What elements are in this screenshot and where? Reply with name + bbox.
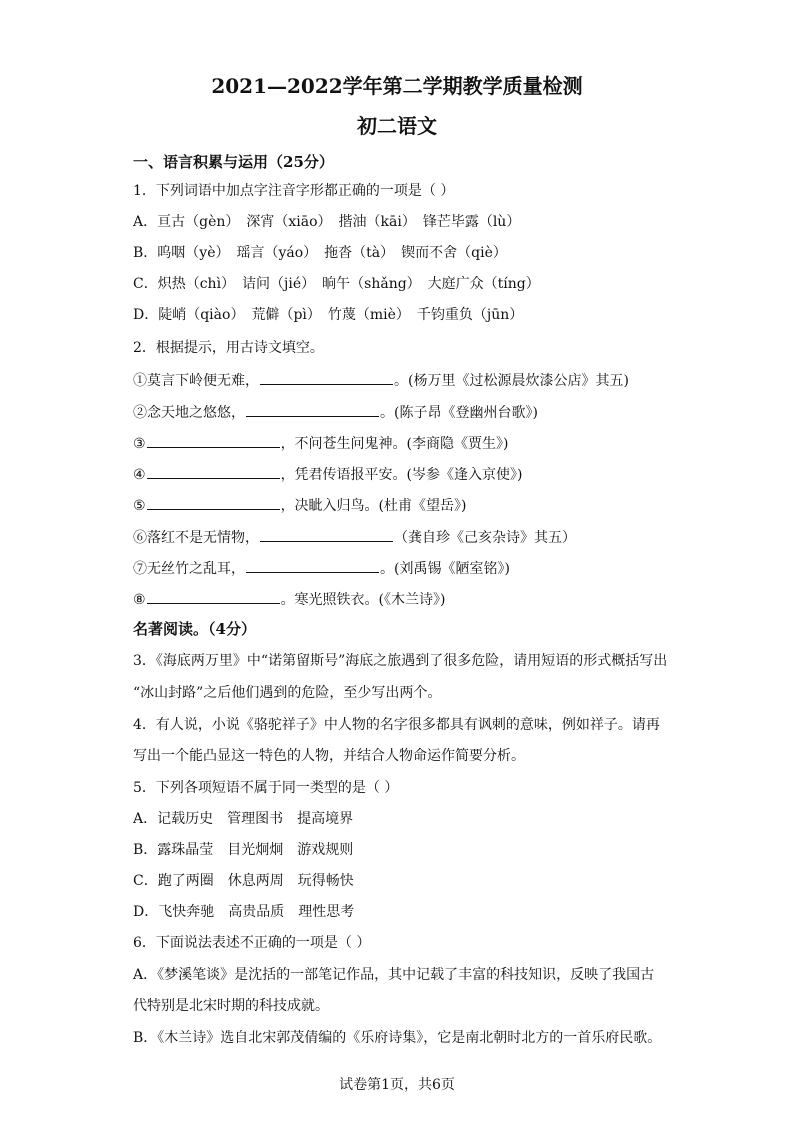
fill-blank-prefix: ②念天地之悠悠， (133, 405, 245, 421)
fill-blank-prefix: ④ (133, 467, 146, 483)
question-1-stem: 1．下列词语中加点字注音字形都正确的一项是（ ） (133, 183, 455, 199)
question-4-line-1: 4．有人说，小说《骆驼祥子》中人物的名字很多都具有讽刺的意味，例如祥子。请再 (133, 717, 660, 733)
question-5-stem: 5．下列各项短语不属于同一类型的是（ ） (133, 780, 399, 796)
question-6-stem: 6．下面说法表述不正确的一项是（ ） (133, 935, 371, 951)
fill-blank-suffix: （龚自珍《己亥杂诗》其五） (394, 530, 576, 546)
answer-blank[interactable] (147, 495, 280, 510)
fill-blank-suffix: 。(刘禹锡《陋室铭》) (380, 561, 510, 577)
page-title: 2021—2022学年第二学期教学质量检测 (211, 74, 583, 98)
fill-blank-item (133, 527, 576, 547)
page-subtitle: 初二语文 (357, 114, 437, 138)
question-5-option-c: C．跑了两圈 休息两周 玩得畅快 (133, 873, 354, 889)
fill-blank-prefix: ①莫言下岭便无难， (133, 373, 259, 389)
section-heading-1: 一、语言积累与运用（25分） (133, 153, 334, 171)
fill-blank-prefix: ⑧ (133, 592, 146, 608)
answer-blank[interactable] (147, 464, 280, 479)
page-footer: 试卷第1页，共6页 (339, 1077, 455, 1093)
fill-blank-item (133, 558, 510, 578)
question-6-option-a-cont: 代特别是北宋时期的科技成就。 (133, 998, 329, 1014)
fill-blank-suffix: 。(杨万里《过松源晨炊漆公店》其五) (394, 373, 629, 389)
question-1-option-d: D．陡峭（qiào） 荒僻（pì） 竹蔑（miè） 千钧重负（jūn） (133, 307, 524, 323)
question-2-stem: 2．根据提示，用古诗文填空。 (133, 340, 324, 356)
fill-blank-prefix: ⑤ (133, 498, 146, 514)
question-6-option-a: A．《梦溪笔谈》是沈括的一部笔记作品，其中记载了丰富的科技知识，反映了我国古 (133, 967, 655, 983)
question-1-option-a: A．亘古（gèn） 深宵（xiāo） 揩油（kāi） 锋芒毕露（lù） (133, 214, 521, 230)
question-1-option-b: B．呜咽（yè） 瑶言（yáo） 拖沓（tà） 锲而不舍（qiè） (133, 245, 507, 261)
fill-blank-prefix: ⑥落红不是无情物， (133, 530, 259, 546)
answer-blank[interactable] (147, 433, 280, 448)
fill-blank-item (133, 589, 446, 609)
fill-blank-item (133, 433, 509, 453)
section-heading-2: 名著阅读。（4分） (133, 620, 256, 638)
fill-blank-suffix: ，不问苍生问鬼神。(李商隐《贾生》) (280, 436, 509, 452)
fill-blank-prefix: ⑦无丝竹之乱耳， (133, 561, 245, 577)
question-3-line-2: “冰山封路”之后他们遇到的危险，至少写出两个。 (133, 685, 442, 701)
question-6-option-b: B．《木兰诗》选自北宋郭茂倩编的《乐府诗集》，它是南北朝时北方的一首乐府民歌。 (133, 1030, 662, 1046)
fill-blank-suffix: ，凭君传语报平安。(岑参《逢入京使》) (280, 467, 523, 483)
fill-blank-item (133, 495, 467, 515)
question-3-line-1: 3．《海底两万里》中“诺第留斯号”海底之旅遇到了很多危险，请用短语的形式概括写出 (133, 653, 668, 669)
answer-blank[interactable] (260, 370, 393, 385)
question-1-option-c: C．炽热（chì） 诘问（jié） 晌午（shǎng） 大庭广众（tíng） (133, 276, 540, 292)
fill-blank-suffix: ，决眦入归鸟。(杜甫《望岳》) (280, 498, 467, 514)
answer-blank[interactable] (260, 527, 393, 542)
question-5-option-b: B．露珠晶莹 目光炯炯 游戏规则 (133, 842, 354, 858)
fill-blank-suffix: 。寒光照铁衣。(《木兰诗》) (280, 592, 446, 608)
question-4-line-2: 写出一个能凸显这一特色的人物，并结合人物命运作简要分析。 (133, 748, 525, 764)
question-5-option-d: D．飞快奔驰 高贵品质 理性思考 (133, 904, 355, 920)
fill-blank-prefix: ③ (133, 436, 146, 452)
fill-blank-item (133, 370, 629, 390)
fill-blank-item (133, 402, 538, 422)
fill-blank-suffix: 。(陈子昂《登幽州台歌》) (380, 405, 538, 421)
answer-blank[interactable] (147, 589, 280, 604)
answer-blank[interactable] (246, 402, 379, 417)
answer-blank[interactable] (246, 558, 379, 573)
fill-blank-item (133, 464, 523, 484)
question-5-option-a: A．记载历史 管理图书 提高境界 (133, 811, 354, 827)
